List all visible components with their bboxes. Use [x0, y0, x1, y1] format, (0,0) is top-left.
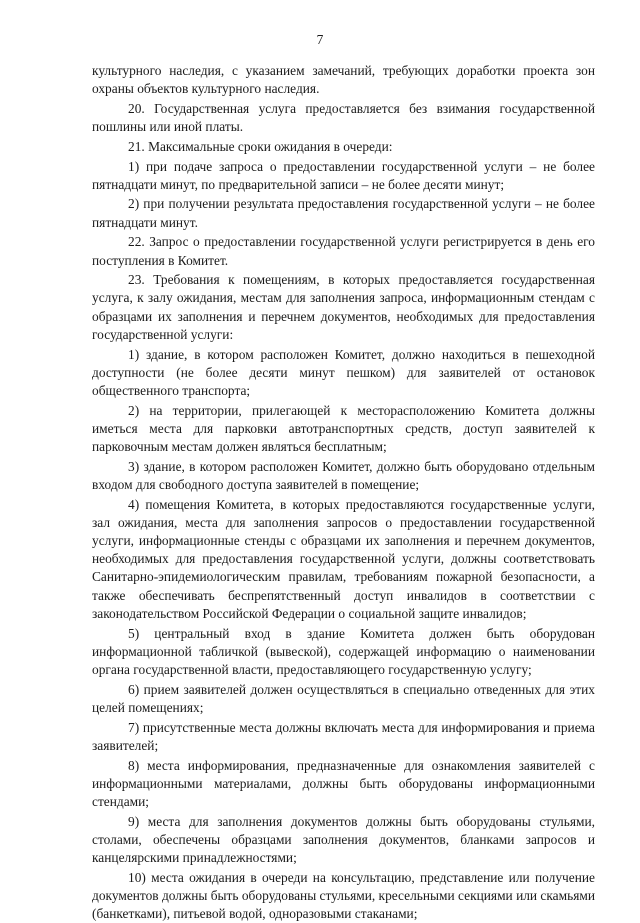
paragraph-item-21-2: 2) при получении результата предоставления государственной услуги – не более пятнадцати минут. [92, 196, 595, 230]
paragraph-item-23-3: 3) здание, в котором расположен Комитет, должно быть оборудовано отдельным входом для свободного доступа заявителей в помещение; [92, 458, 595, 492]
paragraph-item-22: 22. Запрос о предоставлении государственной услуги регистрируется в день его поступления в Комитет. [92, 234, 595, 268]
paragraph-item-23-1: 1) здание, в котором расположен Комитет, должно находиться в пешеходной доступности (не более десяти минут пешком) для заявителей от остановок общественного транспорта; [92, 346, 595, 398]
paragraph-item-23-2: 2) на территории, прилегающей к месторасположению Комитета должны иметься места для парковки автотранспортных средств, доступ заявителей к парковочным местам должен являться бесплатным; [92, 402, 595, 455]
paragraph-item-23-8: 8) места информирования, предназначенные для ознакомления заявителей с информационными материалами, должны быть оборудованы информационными стендами; [92, 757, 595, 809]
paragraph-item-23: 23. Требования к помещениям, в которых предоставляется государственная услуга, к залу ожидания, местам для заполнения запроса, информационным стендам с образцами их заполнения и перечнем документов, необходимых для предоставления государственной услуги: [92, 272, 595, 342]
paragraph-item-23-6: 6) прием заявителей должен осуществляться в специально отведенных для этих целей помещениях; [92, 681, 595, 715]
paragraph-item-23-5: 5) центральный вход в здание Комитета должен быть оборудован информационной табличкой (вывеской), содержащей информацию о наименовании органа государственной власти, предоставляющего государственную услугу; [92, 625, 595, 677]
page-number: 7 [316, 32, 324, 47]
paragraph-item-23-10: 10) места ожидания в очереди на консультацию, представление или получение документов должны быть оборудованы стульями, кресельными секциями или скамьями (банкетками), питьевой водой, одноразовыми стаканами; [92, 869, 595, 922]
paragraph-item-23-7: 7) присутственные места должны включать места для информирования и приема заявителей; [92, 719, 595, 753]
paragraph-item-23-4: 4) помещения Комитета, в которых предоставляются государственные услуги, зал ожидания, места для заполнения запросов о предоставлении государственной услуги, информационные стенды с образцами их заполнения и перечнем документов, необходимых для предоставления государственной услуги, должны соответствовать Санитарно-эпидемиологическим правилам, требованиям пожарной безопасности, а также обеспечивать беспрепятственный доступ инвалидов в соответствии с законодательством Российской Федерации о социальной защите инвалидов; [92, 496, 595, 621]
paragraph-item-21-1: 1) при подаче запроса о предоставлении государственной услуги – не более пятнадцати минут, по предварительной записи – не более десяти минут; [92, 158, 595, 192]
paragraph-item-21: 21. Максимальные сроки ожидания в очереди: [128, 138, 393, 154]
paragraph-continuation: культурного наследия, с указанием замечаний, требующих доработки проекта зон охраны объектов культурного наследия. [92, 63, 595, 97]
paragraph-item-20: 20. Государственная услуга предоставляется без взимания государственной пошлины или иной платы. [92, 100, 595, 135]
document-body [92, 62, 595, 923]
paragraph-item-23-9: 9) места для заполнения документов должны быть оборудованы стульями, столами, обеспечены образцами заполнения документов, бланками запросов и канцелярскими принадлежностями; [92, 813, 595, 866]
